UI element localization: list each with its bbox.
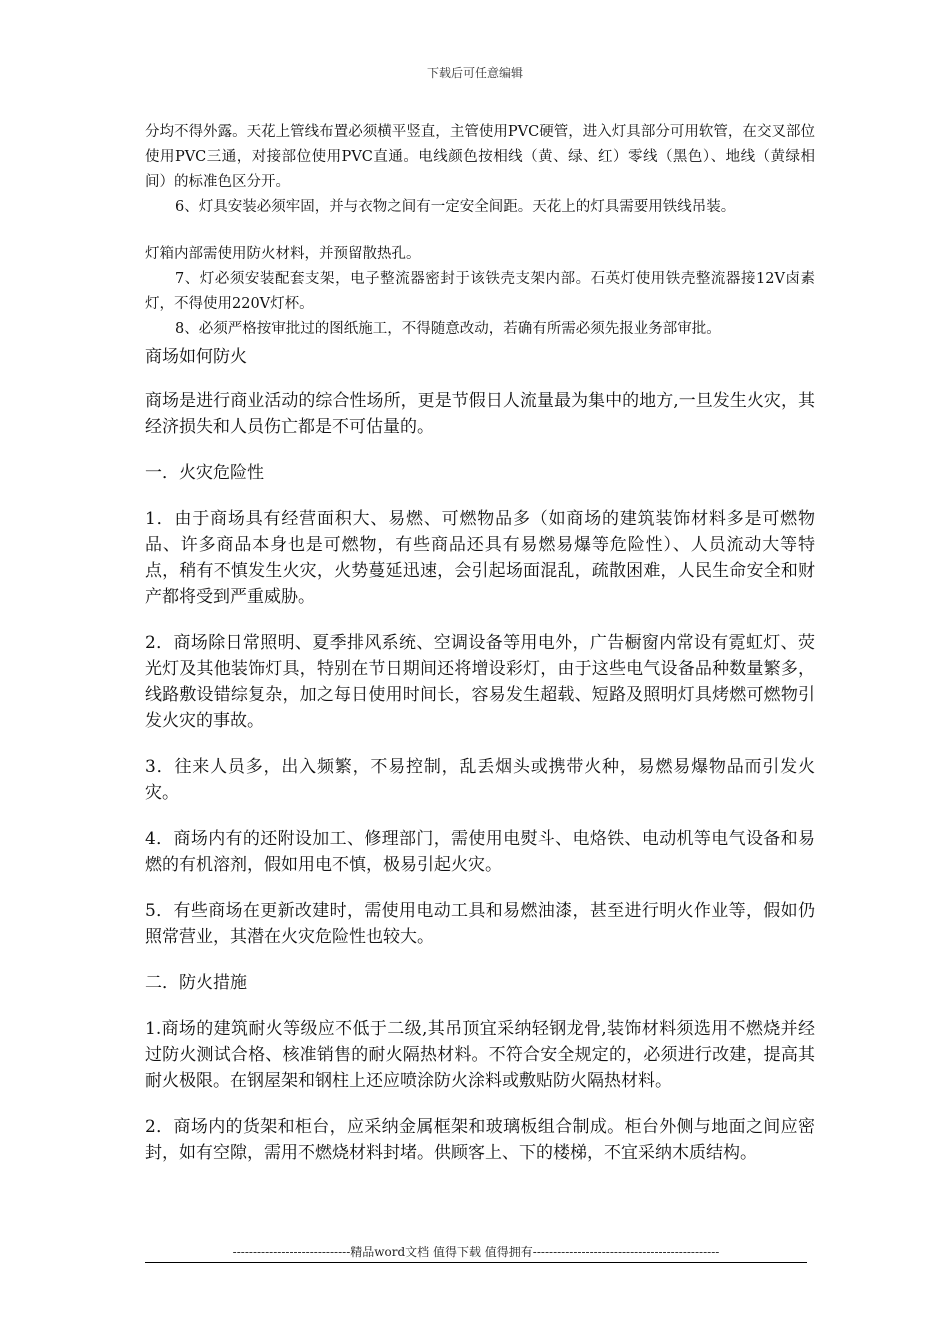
footer-divider	[145, 1262, 807, 1263]
spec-item-7: 7、灯必须安装配套支架，电子整流器密封于该铁壳支架内部。石英灯使用铁壳整流器接12V卤素灯，不得使用220V灯杯。	[145, 271, 815, 312]
document-body	[145, 120, 815, 1186]
page-header: 下载后可任意编辑	[426, 66, 523, 80]
spec-paragraph-lightbox: 灯箱内部需使用防火材料，并预留散热孔。	[145, 246, 421, 262]
spec-item-8: 8、必须严格按审批过的图纸施工，不得随意改动，若确有所需必须先报业务部审批。	[175, 321, 721, 337]
hazard-item-4: 4．商场内有的还附设加工、修理部门，需使用电熨斗、电烙铁、电动机等电气设备和易燃的有机溶剂，假如用电不慎，极易引起火灾。	[145, 829, 815, 875]
measure-item-2: 2．商场内的货架和柜台，应采纳金属框架和玻璃板组合制成。柜台外侧与地面之间应密封，如有空隙，需用不燃烧材料封堵。供顾客上、下的楼梯，不宜采纳木质结构。	[145, 1117, 815, 1163]
spec-section	[145, 120, 815, 342]
article	[145, 344, 815, 1166]
measure-item-1: 1.商场的建筑耐火等级应不低于二级,其吊顶宜采纳轻钢龙骨,装饰材料须选用不燃烧并经过防火测试合格、核准销售的耐火隔热材料。不符合安全规定的，必须进行改建，提高其耐火极限。在钢屋架和钢柱上还应喷涂防火涂料或敷贴防火隔热材料。	[145, 1019, 815, 1091]
article-title: 商场如何防火	[145, 347, 247, 367]
hazard-item-2: 2．商场除日常照明、夏季排风系统、空调设备等用电外，广告橱窗内常设有霓虹灯、荧光灯及其他装饰灯具，特别在节日期间还将增设彩灯，由于这些电气设备品种数量繁多，线路敷设错综复杂，加之每日使用时间长，容易发生超载、短路及照明灯具烤燃可燃物引发火灾的事故。	[145, 633, 815, 731]
section-heading-hazards: 一．火灾危险性	[145, 463, 264, 483]
hazard-item-3: 3．往来人员多，出入频繁，不易控制，乱丢烟头或携带火种，易燃易爆物品而引发火灾。	[145, 757, 815, 803]
spec-paragraph: 分均不得外露。天花上管线布置必须横平竖直，主管使用PVC硬管，进入灯具部分可用软管，在交叉部位使用PVC三通，对接部位使用PVC直通。电线颜色按相线（黄、绿、红）零线（黑色）、地线（黄绿相间）的标准色区分开。	[145, 124, 815, 190]
hazard-item-5: 5．有些商场在更新改建时，需使用电动工具和易燃油漆，甚至进行明火作业等，假如仍照常营业，其潜在火灾危险性也较大。	[145, 901, 815, 947]
spec-item-6: 6、灯具安装必须牢固，并与衣物之间有一定安全间距。天花上的灯具需要用铁线吊装。	[175, 199, 736, 215]
article-intro: 商场是进行商业活动的综合性场所，更是节假日人流量最为集中的地方,一旦发生火灾，其经济损失和人员伤亡都是不可估量的。	[145, 391, 815, 437]
section-heading-measures: 二．防火措施	[145, 973, 247, 993]
page-footer: -----------------------------精品word文档 值得下载 值得拥有----------------------------------------------	[232, 1245, 720, 1259]
hazard-item-1: 1．由于商场具有经营面积大、易燃、可燃物品多（如商场的建筑装饰材料多是可燃物品、许多商品本身也是可燃物，有些商品还具有易燃易爆等危险性）、人员流动大等特点，稍有不慎发生火灾，火势蔓延迅速，会引起场面混乱，疏散困难，人民生命安全和财产都将受到严重威胁。	[145, 509, 815, 607]
